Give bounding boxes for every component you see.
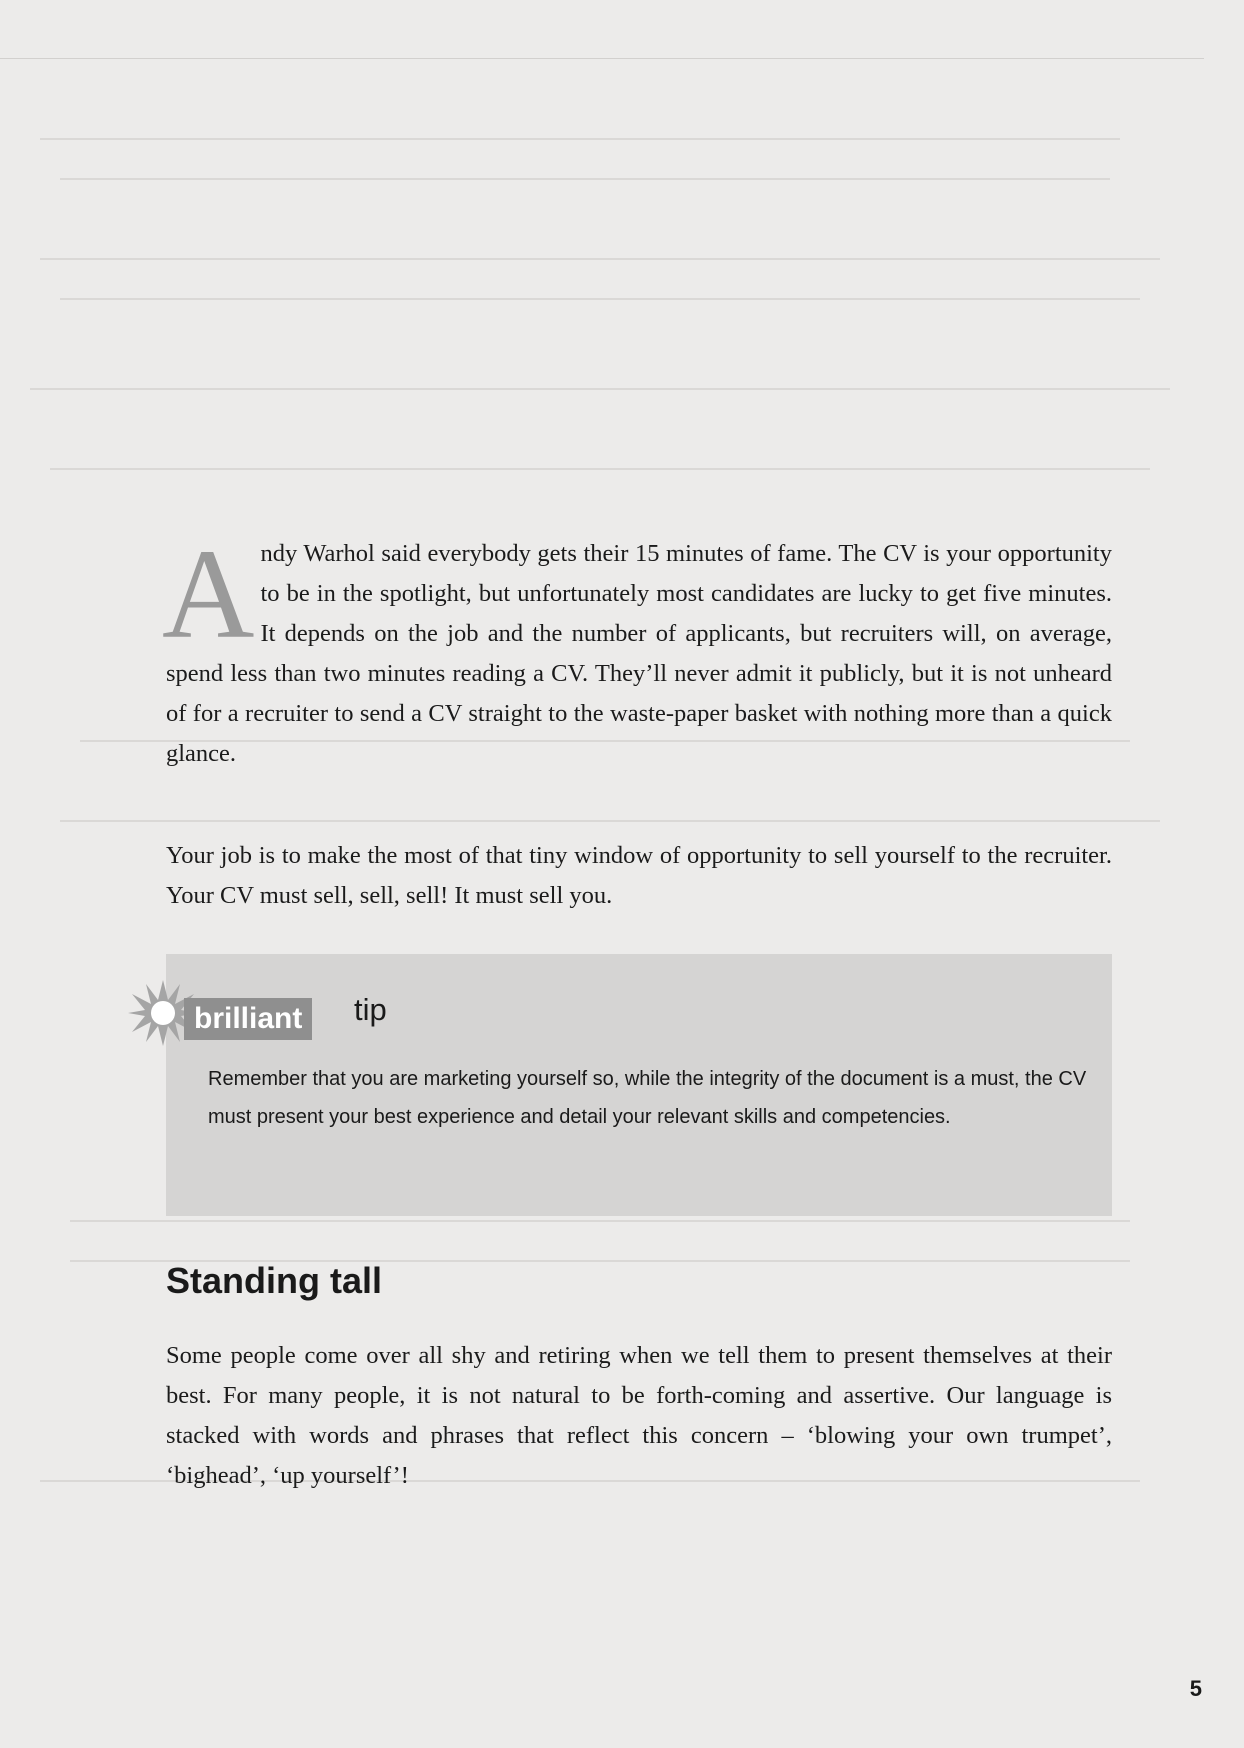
section-paragraph: Some people come over all shy and retiring when we tell them to present themselves at their best. For many people, it is not natural to be forth-coming and assertive. Our language is stacked with words and phrases that reflect this concern – ‘blowing your own trumpet’, ‘bighead’, ‘up yourself’!: [166, 1342, 1112, 1489]
tip-label: tip: [354, 992, 387, 1027]
brilliant-label: brilliant: [184, 998, 312, 1040]
bleed-through-rule: [0, 58, 1204, 59]
section-heading: Standing tall: [166, 1260, 382, 1301]
intro-paragraph-text: ndy Warhol said everybody gets their 15 minutes of fame. The CV is your opportunity to be in the spotlight, but unfortunately most candidates are lucky to get five minutes. It depends on the job and the number of applicants, but recruiters will, on average, spend less than two minutes reading a CV. They’ll never admit it publicly, but it is not unheard of for a recruiter to send a CV straight to the waste-paper basket with nothing more than a quick glance.: [166, 540, 1112, 767]
drop-cap: A: [162, 523, 255, 665]
tip-text: Remember that you are marketing yourself so, while the integrity of the document is a must, the CV must present your best experience and detail your relevant skills and competencies.: [208, 1068, 1087, 1128]
intro-paragraph: [162, 523, 1112, 774]
second-paragraph: Your job is to make the most of that tiny window of opportunity to sell yourself to the recruiter. Your CV must sell, sell, sell! It must sell you.: [166, 842, 1112, 909]
page-number: 5: [1189, 1676, 1202, 1701]
